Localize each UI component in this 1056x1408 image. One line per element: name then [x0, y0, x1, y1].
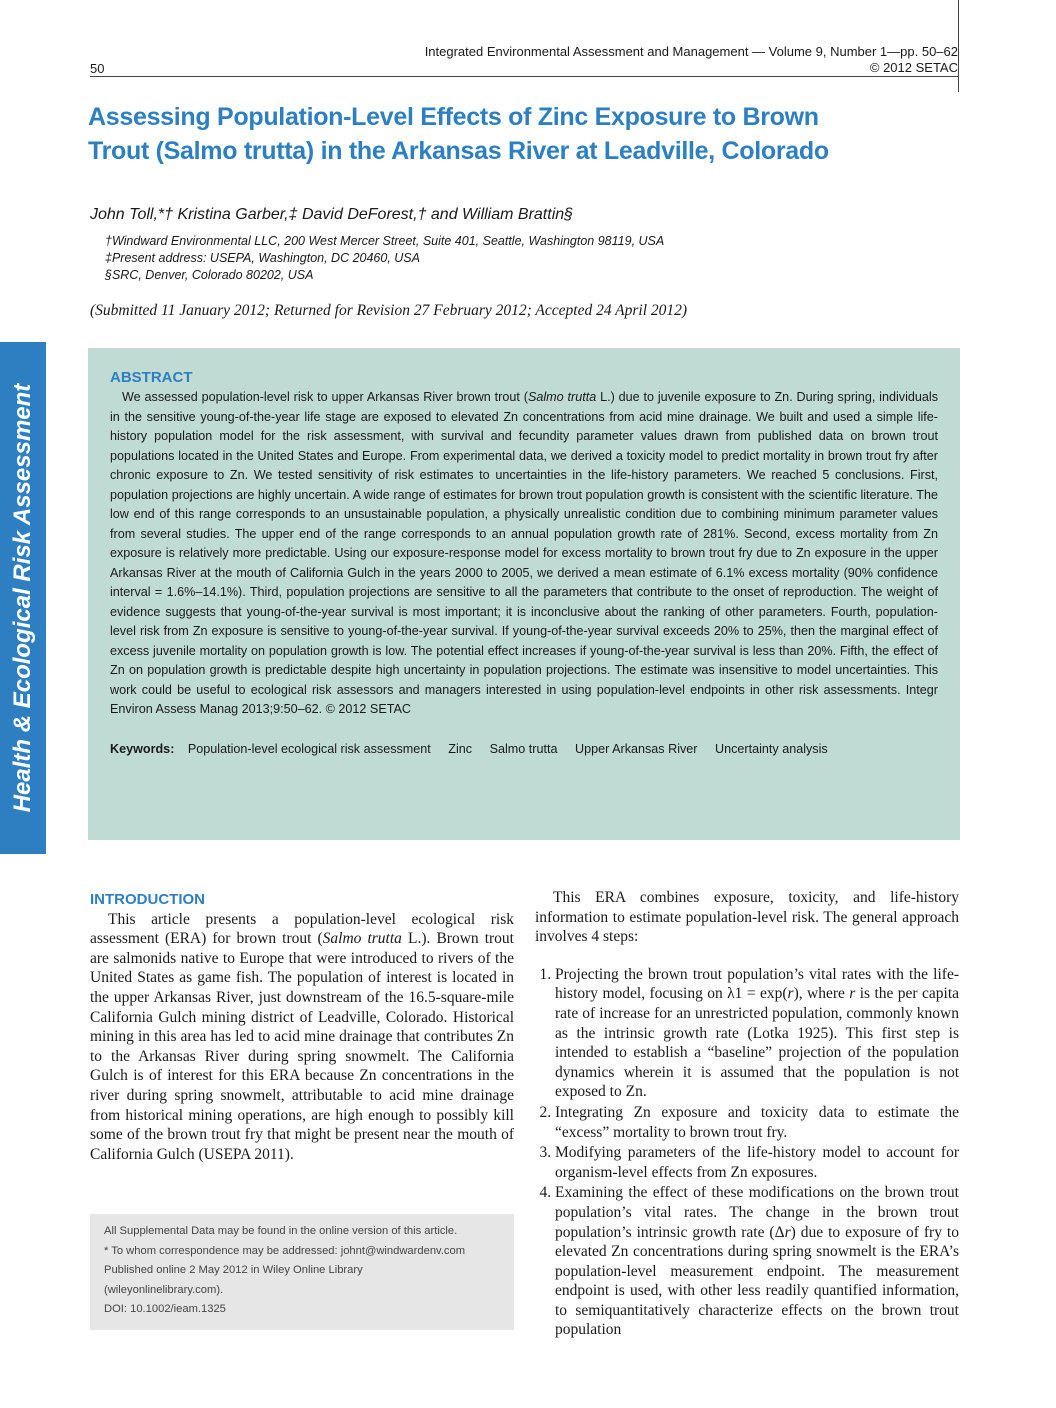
author-list: John Toll,*† Kristina Garber,‡ David DeForest,† and William Brattin§ — [90, 206, 574, 223]
sidebar-label: Health & Ecological Risk Assessment — [9, 383, 36, 813]
body-column-right — [535, 888, 959, 1341]
species-name: Salmo trutta — [322, 930, 402, 948]
step-text: ), where — [793, 985, 850, 1003]
copyright-line: © 2012 SETAC — [869, 60, 958, 75]
step-text: Examining the effect of these modifications on the brown trout population’s vital rates. The change in the brown trout population’s intrinsic growth rate (Δ — [555, 1184, 959, 1241]
abstract-heading: ABSTRACT — [110, 369, 193, 386]
article-title: Assessing Population-Level Effects of Zinc Exposure to Brown Trout (Salmo trutta) in the Arkansas River at Leadville, Colorado — [88, 103, 829, 165]
paragraph-part: This article presents a population-level ecological risk assessment (ERA) for brown trout ( — [90, 910, 514, 948]
keyword: Uncertainty analysis — [715, 741, 828, 756]
journal-citation — [425, 44, 958, 76]
footnote-published: Published online 2 May 2012 in Wiley Online Library — [104, 1264, 363, 1277]
header-vertical-rule — [958, 0, 959, 92]
footnote-doi: DOI: 10.1002/ieam.1325 — [104, 1303, 226, 1316]
paragraph-part: L.). Brown trout are salmonids native to Europe that were introduced to rivers of the United States as game fish. The population of interest is located in the upper Arkansas River, just downstream of the 16.5-square-mile California Gulch mining district of Leadville, Colorado. Historical mining in this area has led to acid mine drainage that contributes Zn to the Arkansas River during spring snowmelt. The California Gulch is of interest for this ERA because Zn concentrations in the river during spring snowmelt, attributable to acid mine drainage from historical mining operations, are high enough to possibly kill some of the brown trout fry that might be present near the mouth of California Gulch (USEPA 2011). — [90, 930, 514, 1163]
keyword: Population-level ecological risk assessment — [187, 741, 431, 756]
section-sidebar — [0, 342, 46, 854]
affiliation-2: ‡Present address: USEPA, Washington, DC 20460, USA — [105, 251, 420, 265]
keyword: Zinc — [448, 741, 473, 756]
keyword: Upper Arkansas River — [575, 741, 698, 756]
step-item — [555, 1183, 959, 1340]
step-item — [555, 965, 959, 1102]
step-item: 2. Integrating Zn exposure and toxicity data to estimate the “excess” mortality to brown trout fry. — [555, 1103, 959, 1142]
variable-r: r — [784, 1223, 791, 1241]
keyword: Salmo trutta — [489, 741, 558, 756]
affiliation-1: †Windward Environmental LLC, 200 West Mercer Street, Suite 401, Seattle, Washington 98119, USA — [105, 234, 665, 248]
step-text: ) due to exposure of fry to elevated Zn concentrations during spring snowmelt is the ERA’s population-level measurement endpoint. The measurement endpoint is used, with other less readily quantified information, to semiquantitatively characterize effects on the brown trout population — [555, 1223, 959, 1339]
keywords-line — [110, 742, 938, 756]
submission-dates: (Submitted 11 January 2012; Returned for Revision 27 February 2012; Accepted 24 April 2012) — [90, 302, 688, 319]
variable-r: r — [849, 985, 856, 1003]
abstract-text-part: We assessed population-level risk to upper Arkansas River brown trout ( — [122, 390, 528, 404]
abstract-species-name: Salmo trutta — [527, 390, 597, 404]
approach-steps — [535, 965, 959, 1340]
variable-r: r — [787, 985, 794, 1003]
page-number: 50 — [90, 61, 105, 76]
footnote-library: (wileyonlinelibrary.com). — [104, 1283, 224, 1296]
keywords-label: Keywords: — [110, 741, 175, 756]
body-column-left — [90, 890, 514, 1164]
affiliation-3: §SRC, Denver, Colorado 80202, USA — [105, 268, 314, 282]
footnote-supplemental: All Supplemental Data may be found in the online version of this article. — [104, 1225, 458, 1237]
step-item: 3. Modifying parameters of the life-history model to account for organism-level effects from Zn exposures. — [555, 1143, 959, 1182]
approach-paragraph: This ERA combines exposure, toxicity, and life-history information to estimate population-level risk. The general approach involves 4 steps: — [535, 889, 959, 946]
introduction-paragraph — [90, 910, 514, 1165]
affiliations — [105, 233, 664, 284]
abstract-text — [110, 388, 938, 720]
introduction-heading: INTRODUCTION — [90, 891, 205, 908]
footnote-correspondence: * To whom correspondence may be addressed: johnt@windwardenv.com — [104, 1244, 466, 1257]
header-rule — [90, 76, 958, 77]
journal-line: Integrated Environmental Assessment and Management — Volume 9, Number 1—pp. 50–62 — [424, 44, 958, 59]
abstract-box — [88, 348, 960, 840]
footnote-box — [90, 1214, 514, 1330]
step-text: is the per capita rate of increase for an unrestricted population, commonly known as the intrinsic growth rate (Lotka 1925). This first step is intended to establish a “baseline” projection of the population dynamics wherein it is assumed that the population is not exposed to Zn. — [555, 985, 959, 1101]
step-text: Projecting the brown trout population’s vital rates with the life-history model, focusing on λ1 = exp( — [555, 965, 959, 1003]
abstract-text-part: L.) due to juvenile exposure to Zn. During spring, individuals in the sensitive young-of-the-year life stage are exposed to elevated Zn concentrations from acid mine drainage. We built and used a simple life-history population model for the risk assessment, with survival and fecundity parameter values drawn from published data on brown trout populations located in the United States and Europe. From experimental data, we derived a toxicity model to predict mortality in brown trout fry after chronic exposure to Zn. We tested sensitivity of risk estimates to uncertainties in the life-history parameters. We reached 5 conclusions. First, population projections are highly uncertain. A wide range of estimates for brown trout population growth is consistent with the scientific literature. The low end of this range corresponds to an unsustainable population, a physically unrealistic condition due to combining minimum parameter values from several studies. The upper end of the range corresponds to an annual population growth rate of 281%. Second, excess mortality from Zn exposure is relatively more predictable. Using our exposure-response model for excess mortality to brown trout fry due to Zn exposure in the upper Arkansas River at the mouth of California Gulch in the years 2000 to 2005, we derived a mean estimate of 6.1% excess mortality (90% confidence interval = 1.6%–14.1%). Third, population projections are sensitive to all the parameters that contribute to the onset of reproduction. The weight of evidence suggests that young-of-the-year survival is most important; it is inconclusive about the ranking of other parameters. Fourth, population-level risk from Zn exposure is sensitive to young-of-the-year survival. If young-of-the-year survival exceeds 20% to 25%, then the marginal effect of excess juvenile mortality on population growth is low. The potential effect increases if young-of-the-year survival is less than 20%. Fifth, the effect of Zn on population growth is predictable despite high uncertainty in population projections. The estimate was insensitive to model uncertainties. This work could be useful to ecological risk assessors and managers interested in using population-level endpoints in other risk assessments. Integr Environ Assess Manag 2013;9:50–62. © 2012 SETAC — [110, 390, 938, 716]
